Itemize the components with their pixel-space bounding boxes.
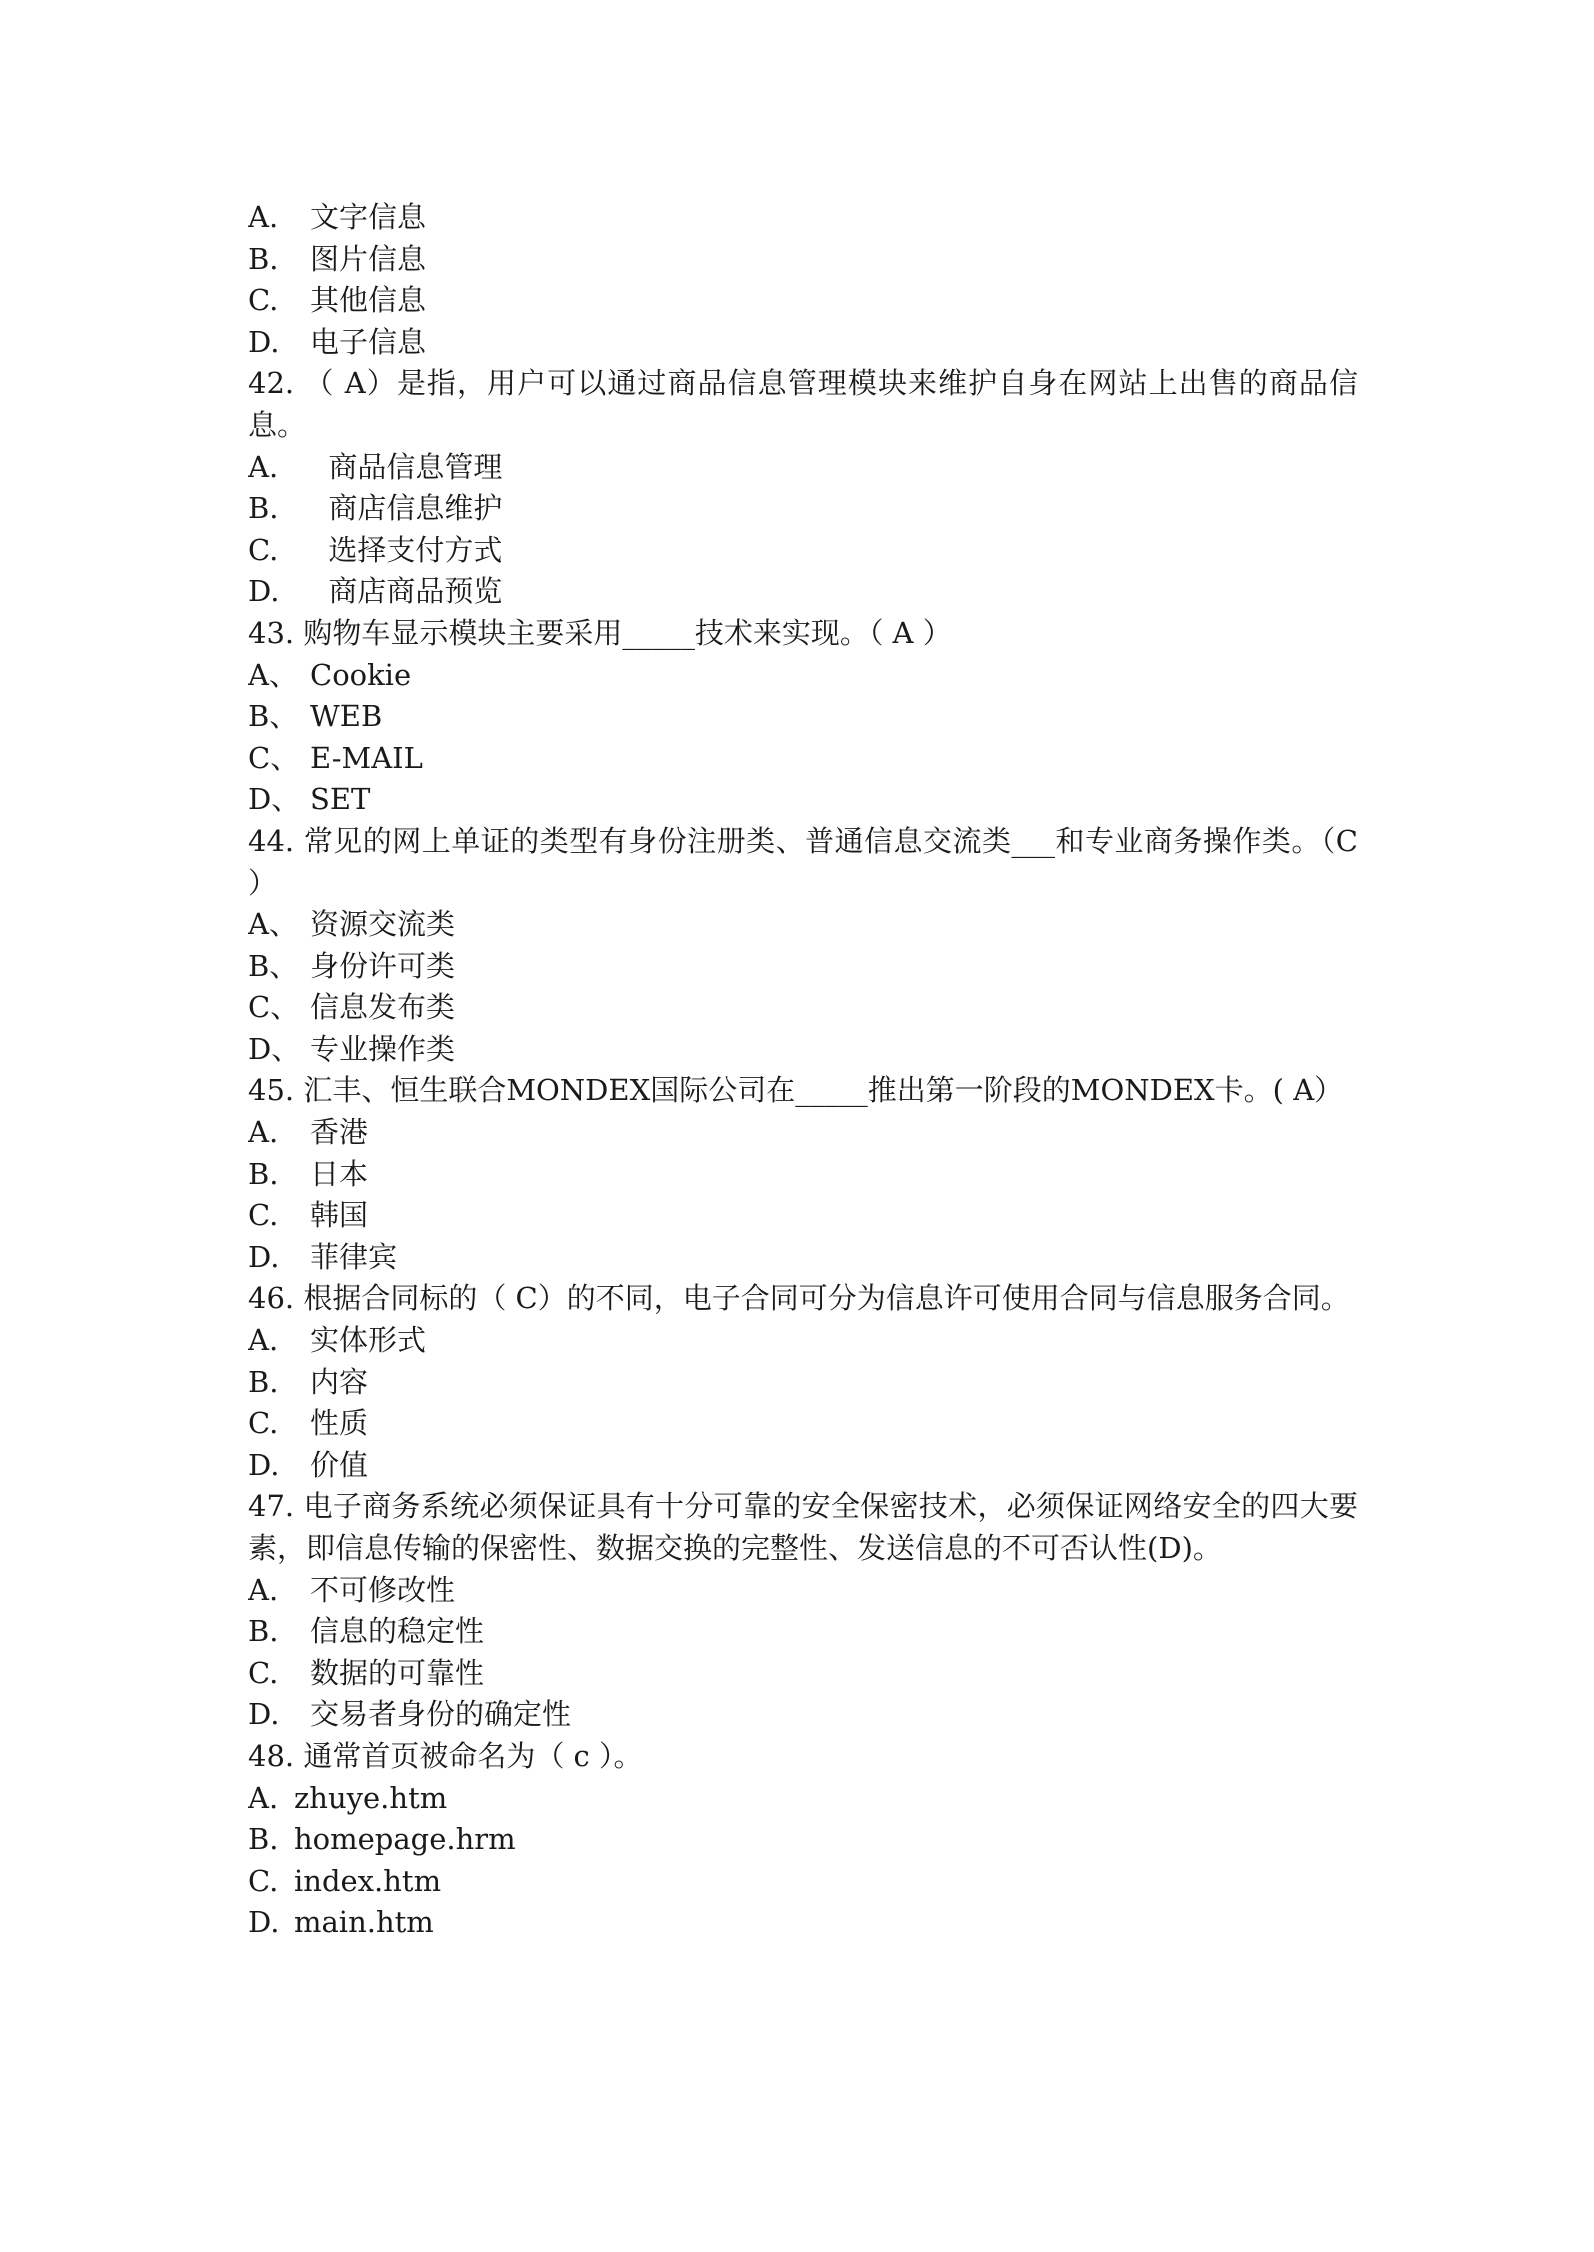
option-text: 内容 [310,1364,369,1399]
option-text: 性质 [310,1406,369,1441]
option-text: 商店信息维护 [310,491,503,526]
option-b [248,946,1358,988]
option-label: B. [248,1614,279,1649]
option-text: 商店商品预览 [310,574,503,609]
option-text: 菲律宾 [310,1239,398,1274]
option-c [248,987,1358,1029]
question-text: 46. 根据合同标的（ C）的不同，电子合同可分为信息许可使用合同与信息服务合同。 [248,1281,1350,1316]
option-label: A. [248,449,279,484]
option-label: C. [248,1863,279,1898]
option-b [248,239,1358,281]
option-text: 文字信息 [310,200,427,234]
option-text: 信息的稳定性 [310,1614,485,1649]
option-c [248,530,1358,572]
option-b [248,1611,1358,1653]
option-c [248,1861,1358,1903]
option-label: B. [248,241,279,276]
option-label: A. [248,1780,279,1815]
option-label: D、 [248,1031,301,1066]
option-text: 日本 [310,1156,369,1191]
option-c [248,738,1358,780]
option-label: D. [248,1239,280,1274]
option-text: homepage.hrm [294,1822,516,1857]
option-text: index.htm [294,1863,442,1898]
option-b [248,696,1358,738]
option-label: A. [248,1323,279,1358]
option-d [248,779,1358,821]
question-42 [248,363,1358,613]
option-label: D. [248,574,280,609]
option-d [248,1029,1358,1071]
question-48 [248,1736,1358,1944]
option-label: C. [248,1198,279,1233]
option-c [248,1653,1358,1695]
question-text: 42. （ A）是指，用户可以通过商品信息管理模块来维护自身在网站上出售的商品信息。 [248,366,1358,442]
option-text: E-MAIL [310,740,423,775]
option-label: B、 [248,699,299,734]
option-text: 图片信息 [310,241,427,276]
leading-options [248,197,1358,363]
option-label: D. [248,1905,280,1940]
question-44 [248,821,1358,1071]
option-text: 信息发布类 [310,990,456,1025]
option-label: D、 [248,782,301,817]
option-a [248,1112,1358,1154]
option-label: B. [248,1364,279,1399]
question-43 [248,613,1358,821]
option-label: C. [248,532,279,567]
option-label: A、 [248,907,298,942]
option-c [248,280,1358,322]
question-46 [248,1278,1358,1486]
option-d [248,571,1358,613]
option-b [248,1819,1358,1861]
option-a [248,1320,1358,1362]
option-a [248,1778,1358,1820]
option-text: 香港 [310,1115,369,1150]
option-c [248,1195,1358,1237]
option-d [248,1237,1358,1279]
question-text: 44. 常见的网上单证的类型有身份注册类、普通信息交流类___和专业商务操作类。（C ） [248,823,1358,900]
question-47 [248,1486,1358,1736]
option-text: 专业操作类 [310,1031,456,1066]
option-text: 电子信息 [310,324,427,359]
option-text: Cookie [310,657,412,692]
option-text: 不可修改性 [310,1572,456,1607]
option-label: B. [248,491,279,526]
option-label: A. [248,200,279,234]
option-a [248,655,1358,697]
option-label: D. [248,1447,280,1482]
option-text: zhuye.htm [294,1780,448,1815]
option-label: A、 [248,657,298,692]
option-text: 数据的可靠性 [310,1655,485,1690]
option-a [248,197,1358,239]
question-45 [248,1070,1358,1278]
option-a [248,904,1358,946]
option-text: 交易者身份的确定性 [310,1697,572,1732]
option-label: C. [248,1655,279,1690]
option-c [248,1403,1358,1445]
question-text: 43. 购物车显示模块主要采用_____技术来实现。（ A ） [248,615,952,650]
option-label: A. [248,1115,279,1150]
option-label: D. [248,1697,280,1732]
question-text: 48. 通常首页被命名为（ c ）。 [248,1738,643,1773]
option-text: 其他信息 [310,283,427,318]
option-text: 实体形式 [310,1323,427,1358]
option-text: 资源交流类 [310,907,456,942]
option-label: A. [248,1572,279,1607]
option-a [248,1570,1358,1612]
option-d [248,322,1358,364]
option-d [248,1902,1358,1944]
option-label: C. [248,1406,279,1441]
option-d [248,1694,1358,1736]
option-label: B、 [248,948,299,983]
option-label: B. [248,1822,279,1857]
option-label: B. [248,1156,279,1191]
option-text: SET [310,782,371,817]
option-b [248,1154,1358,1196]
option-label: C、 [248,990,300,1025]
option-text: 价值 [310,1447,369,1482]
option-label: D. [248,324,280,359]
option-label: C、 [248,740,300,775]
option-label: C. [248,283,279,318]
option-text: WEB [310,699,383,734]
document-page [248,197,1358,1944]
question-text: 47. 电子商务系统必须保证具有十分可靠的安全保密技术，必须保证网络安全的四大要素，即信息传输的保密性、数据交换的完整性、发送信息的不可否认性(D)。 [248,1489,1358,1565]
option-text: 韩国 [310,1198,369,1233]
option-text: 身份许可类 [310,948,456,983]
option-text: main.htm [294,1905,434,1940]
option-b [248,488,1358,530]
option-a [248,447,1358,489]
option-text: 选择支付方式 [310,532,503,567]
question-text: 45. 汇丰、恒生联合MONDEX国际公司在_____推出第一阶段的MONDEX卡。( A） [248,1073,1344,1108]
option-b [248,1362,1358,1404]
option-d [248,1445,1358,1487]
option-text: 商品信息管理 [310,449,503,484]
